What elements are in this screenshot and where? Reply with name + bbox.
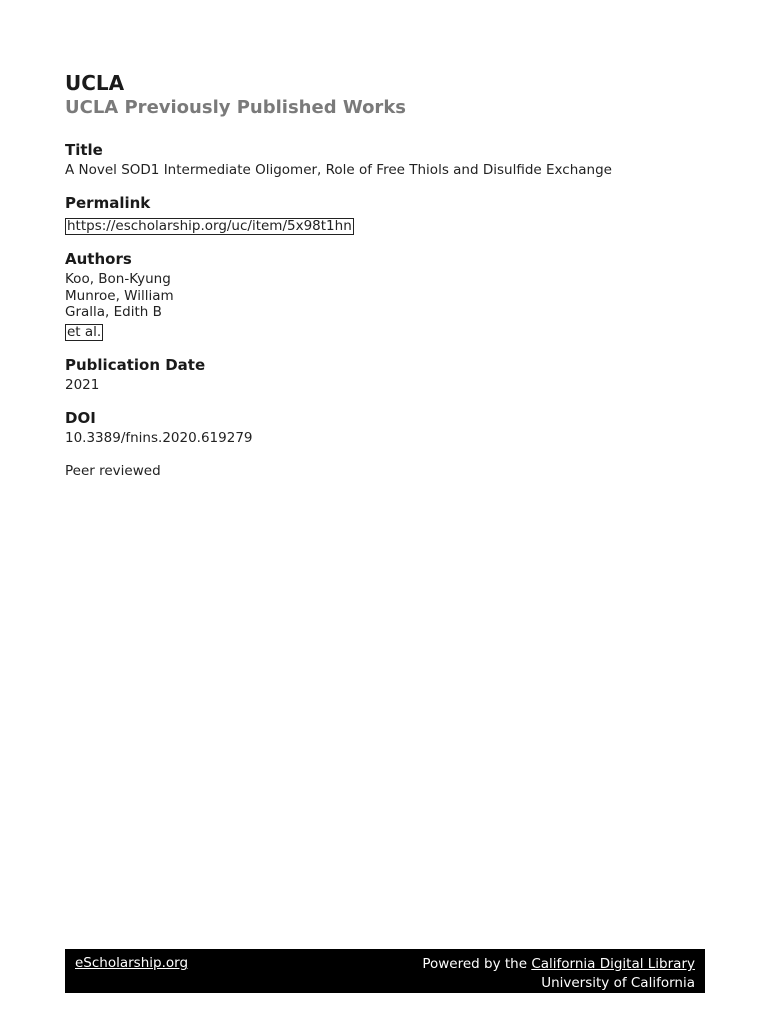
footer-credits (422, 955, 695, 993)
et-al-link[interactable]: et al. (67, 323, 102, 340)
author-name: Koo, Bon-Kyung (65, 271, 171, 287)
escholarship-link[interactable]: eScholarship.org (75, 955, 189, 971)
title-label: Title (65, 141, 103, 159)
doi-section (65, 408, 705, 447)
permalink-section (65, 193, 705, 235)
title-value: A Novel SOD1 Intermediate Oligomer, Role of Free Thiols and Disulfide Exchange (65, 162, 612, 178)
peer-reviewed-text: Peer reviewed (65, 462, 161, 479)
powered-by-line (422, 955, 695, 974)
cover-page (65, 70, 705, 480)
title-section (65, 140, 705, 179)
publication-date-value: 2021 (65, 376, 100, 393)
org-name: UCLA (65, 71, 125, 95)
authors-section (65, 249, 705, 341)
series-name: UCLA Previously Published Works (65, 97, 406, 118)
publication-date-section (65, 355, 705, 394)
powered-by-text: Powered by the (422, 956, 532, 972)
publication-date-label: Publication Date (65, 355, 206, 374)
authors-label: Authors (65, 250, 132, 268)
permalink-link[interactable]: https://escholarship.org/uc/item/5x98t1hn (67, 218, 352, 234)
permalink-label: Permalink (65, 194, 151, 212)
doi-label: DOI (65, 408, 96, 427)
university-text: University of California (541, 975, 695, 991)
cdl-link[interactable]: California Digital Library (531, 956, 695, 972)
author-name: Munroe, William (65, 287, 174, 304)
footer-bar (65, 949, 705, 993)
author-name: Gralla, Edith B (65, 304, 162, 320)
doi-value: 10.3389/fnins.2020.619279 (65, 429, 253, 446)
